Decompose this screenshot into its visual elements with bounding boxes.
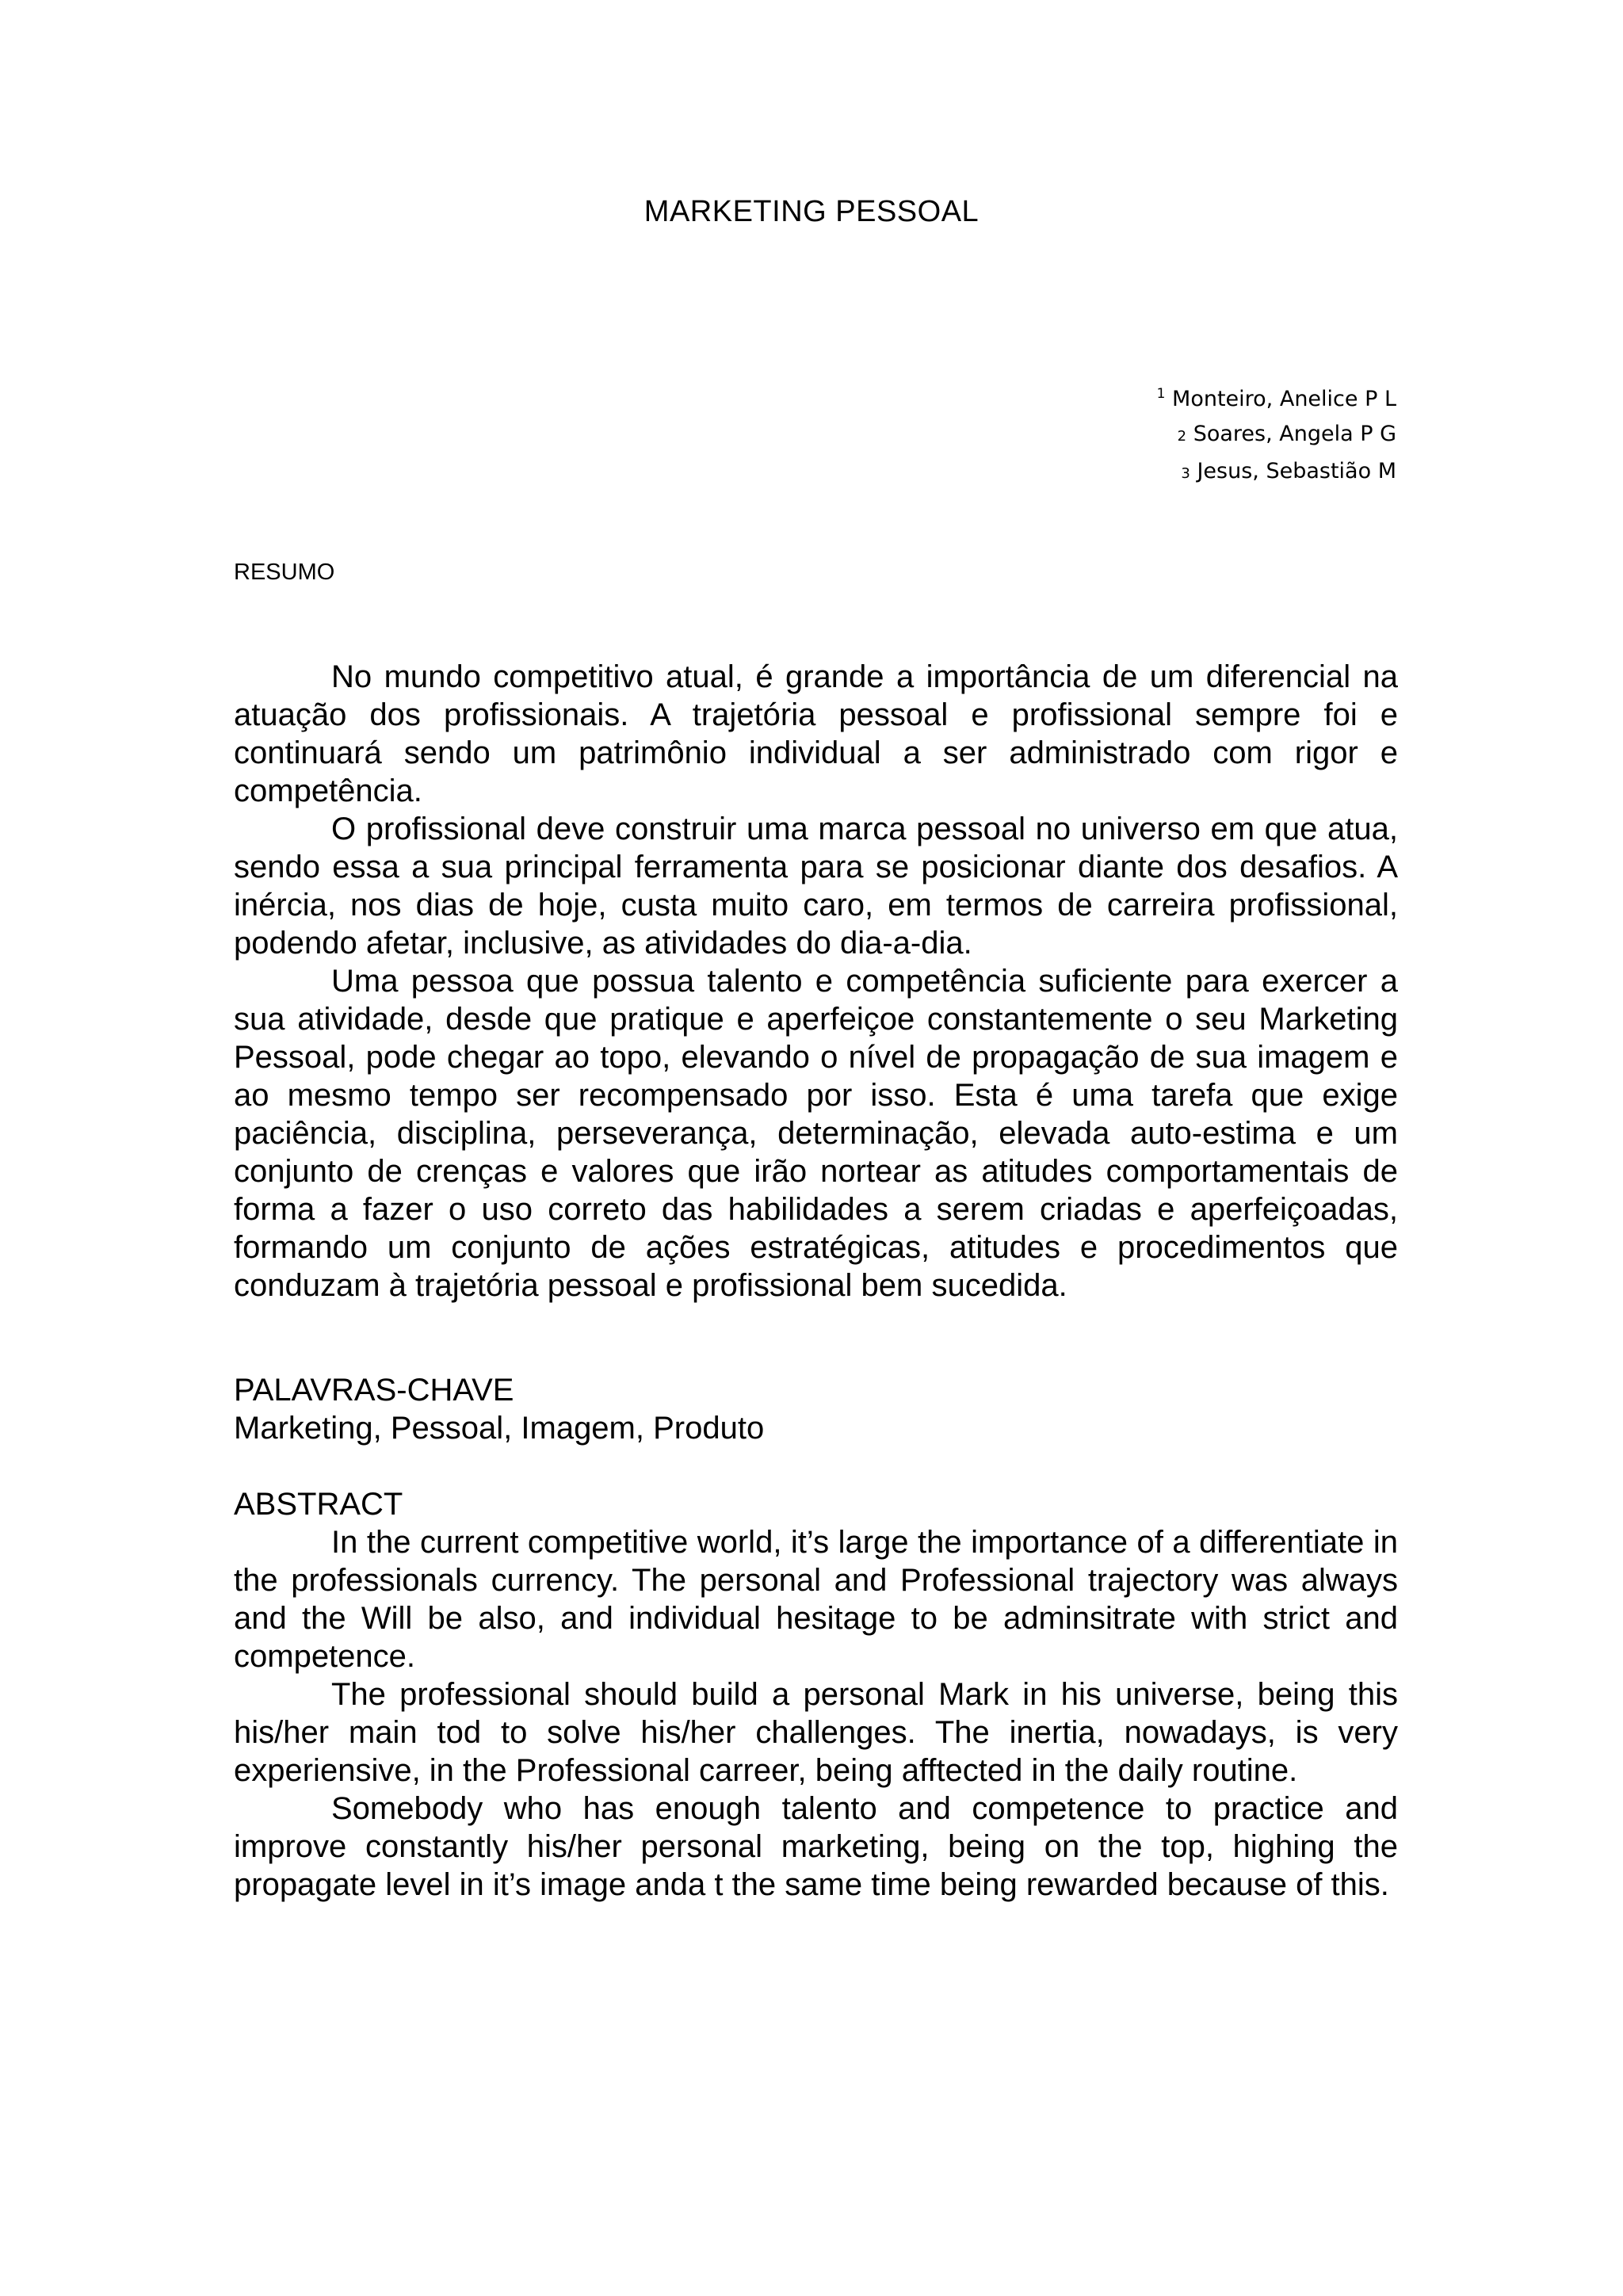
abstract-paragraph: In the current competitive world, it’s large the importance of a differentiate in the professionals currency. The personal and Professional trajectory was always and the Will be also, and individual hesitage to be adminsitrate with strict and competence. [234, 1525, 1398, 1674]
abstract-paragraph: The professional should build a personal Mark in his universe, being this his/her main tod to solve his/her challenges. The inertia, nowadays, is very experiensive, in the Professional carreer, being afftected in the daily routine. [234, 1677, 1398, 1788]
resumo-paragraph: Uma pessoa que possua talento e competência suficiente para exercer a sua atividade, desde que pratique e aperfeiçoe constantemente o seu Marketing Pessoal, pode chegar ao topo, elevando o nível de propagação de sua imagem e ao mesmo tempo ser recompensado por isso. Esta é uma tarefa que exige paciência, disciplina, perseverança, determinação, elevada auto-estima e um conjunto de crenças e valores que irão nortear as atitudes comportamentais de forma a fazer o uso correto das habilidades a serem criadas e aperfeiçoadas, formando um conjunto de ações estratégicas, atitudes e procedimentos que conduzam à trajetória pessoal e profissional bem sucedida. [234, 964, 1398, 1303]
author-number: 2 [1177, 428, 1187, 445]
abstract-section [234, 1485, 1398, 1904]
keywords-section [234, 1371, 1398, 1447]
author-number: 1 [1156, 386, 1166, 402]
resumo-body [234, 658, 1398, 1305]
author-name: Monteiro, Anelice P L [1172, 387, 1396, 411]
author-name: Jesus, Sebastião M [1197, 459, 1396, 483]
resumo-paragraph: O profissional deve construir uma marca pessoal no universo em que atua, sendo essa a sua principal ferramenta para se posicionar diante dos desafios. A inércia, nos dias de hoje, custa muito caro, em termos de carreira profissional, podendo afetar, inclusive, as atividades do dia-a-dia. [234, 812, 1398, 961]
author-1 [1157, 382, 1396, 417]
author-3 [1157, 454, 1396, 491]
author-number: 3 [1181, 465, 1190, 482]
keywords-heading: PALAVRAS-CHAVE [234, 1373, 514, 1408]
document-title: MARKETING PESSOAL [643, 195, 980, 228]
resumo-heading: RESUMO [234, 560, 335, 585]
abstract-heading: ABSTRACT [234, 1487, 403, 1522]
keywords-list: Marketing, Pessoal, Imagem, Produto [234, 1411, 765, 1446]
author-name: Soares, Angela P G [1193, 422, 1396, 446]
author-list [1157, 382, 1396, 491]
author-2 [1157, 417, 1396, 454]
abstract-paragraph: Somebody who has enough talento and competence to practice and improve constantly his/her personal marketing, being on the top, highing the propagate level in it’s image anda t the same time being rewarded because of this. [234, 1791, 1398, 1902]
resumo-paragraph: No mundo competitivo atual, é grande a importância de um diferencial na atuação dos profissionais. A trajetória pessoal e profissional sempre foi e continuará sendo um patrimônio individual a ser administrado com rigor e competência. [234, 659, 1398, 808]
